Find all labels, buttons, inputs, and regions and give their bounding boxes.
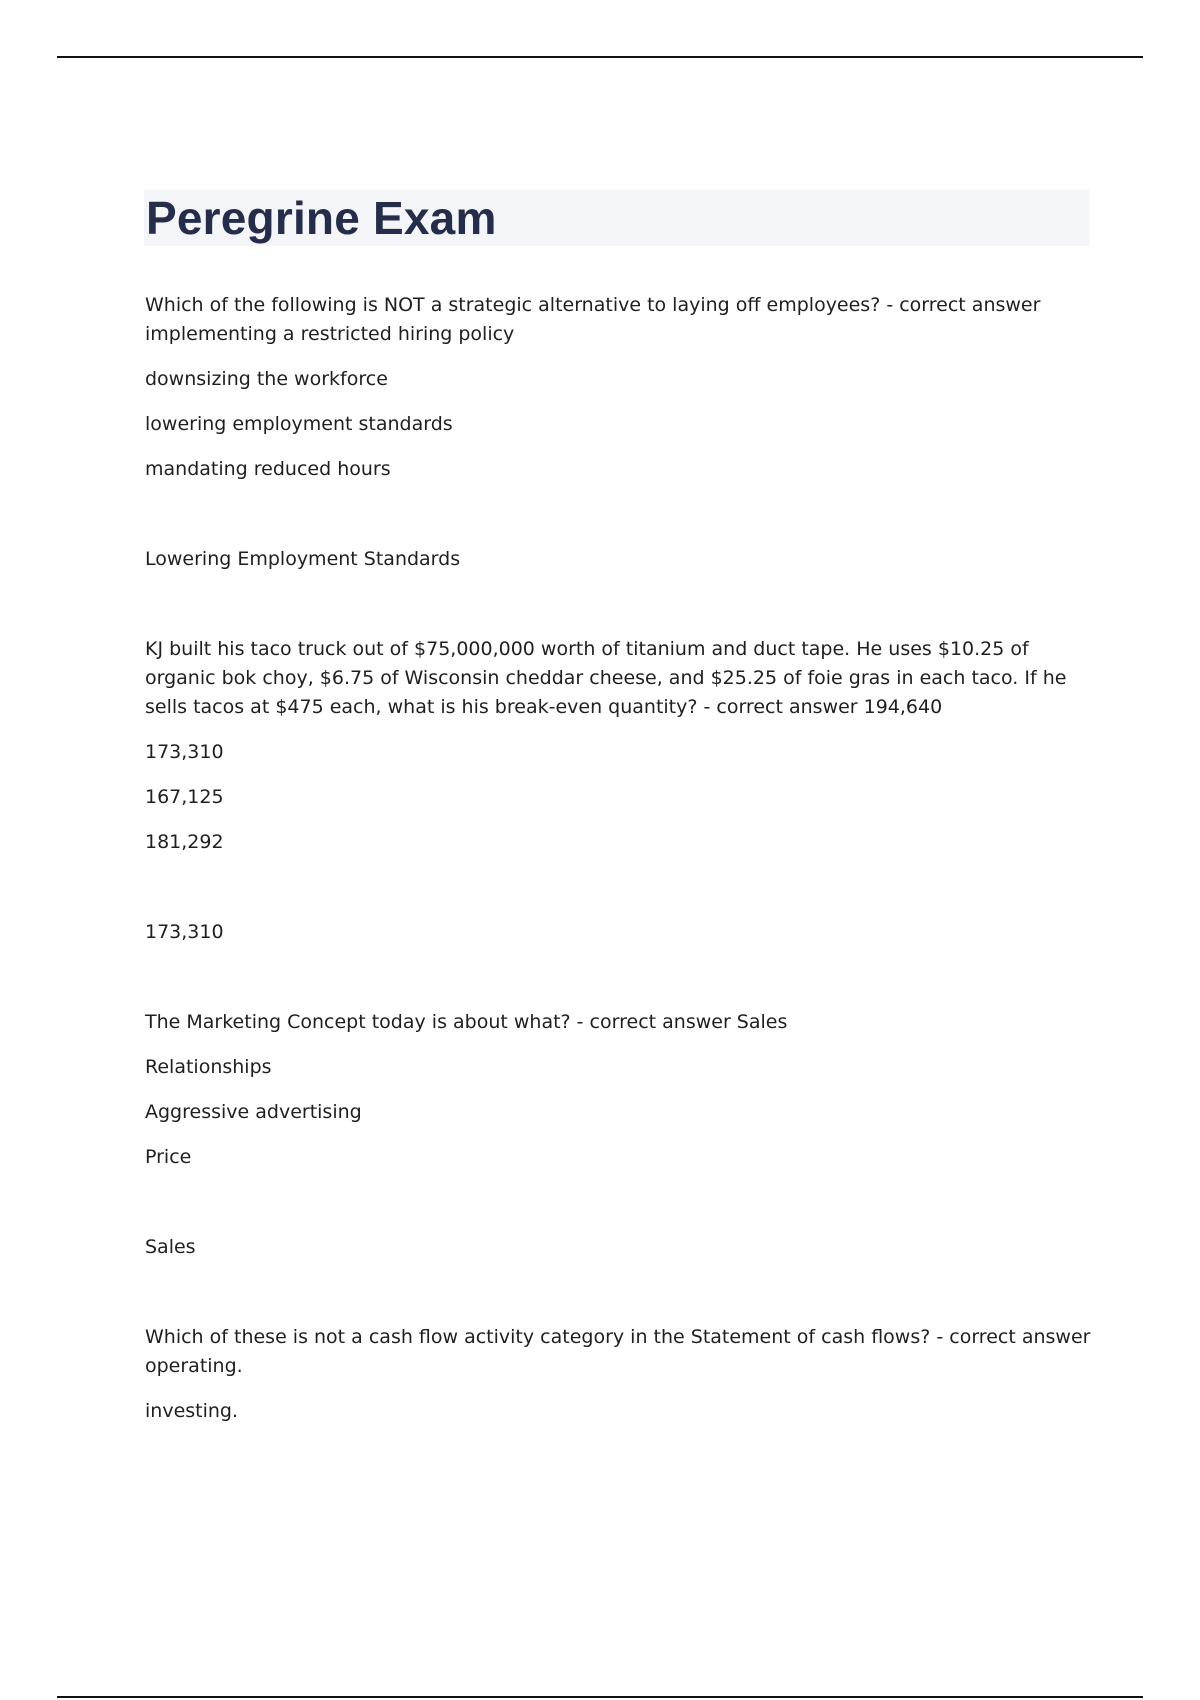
- question-text: The Marketing Concept today is about what? - correct answer Sales: [145, 1011, 788, 1033]
- spacer: [145, 857, 1095, 918]
- option-text: 173,310: [145, 741, 224, 763]
- question-block: [145, 635, 1095, 1008]
- document-title: Peregrine Exam: [146, 192, 497, 244]
- option-text: downsizing the workforce: [145, 368, 388, 390]
- question-text: Which of these is not a cash flow activity category in the Statement of cash flows? - correct answer operating.: [145, 1326, 1091, 1377]
- option-text: Relationships: [145, 1056, 272, 1078]
- footer-rule: [57, 1696, 1143, 1698]
- option-text: Aggressive advertising: [145, 1101, 362, 1123]
- option-text: Price: [145, 1146, 192, 1168]
- spacer: [145, 574, 1095, 635]
- answer-text: Lowering Employment Standards: [145, 548, 461, 570]
- document-body: [145, 291, 1095, 1426]
- option-text: investing.: [145, 1400, 239, 1422]
- option-text: 181,292: [145, 831, 224, 853]
- answer-text: Sales: [145, 1236, 196, 1258]
- answer-text: 173,310: [145, 921, 224, 943]
- option-text: mandating reduced hours: [145, 458, 391, 480]
- question-block: [145, 291, 1095, 635]
- spacer: [145, 1262, 1095, 1323]
- question-block: [145, 1323, 1095, 1426]
- spacer: [145, 947, 1095, 1008]
- spacer: [145, 1172, 1095, 1233]
- header-rule: [57, 56, 1143, 58]
- option-text: 167,125: [145, 786, 224, 808]
- option-text: lowering employment standards: [145, 413, 453, 435]
- question-block: [145, 1008, 1095, 1323]
- question-text: Which of the following is NOT a strategic alternative to laying off employees? - correct answer implementing a restricted hiring policy: [145, 294, 1041, 345]
- spacer: [145, 484, 1095, 545]
- question-text: KJ built his taco truck out of $75,000,000 worth of titanium and duct tape. He uses $10.25 of organic bok choy, $6.75 of Wisconsin cheddar cheese, and $25.25 of foie gras in each taco. If he sells tacos at $475 each, what is his break-even quantity? - correct answer 194,640: [145, 638, 1067, 718]
